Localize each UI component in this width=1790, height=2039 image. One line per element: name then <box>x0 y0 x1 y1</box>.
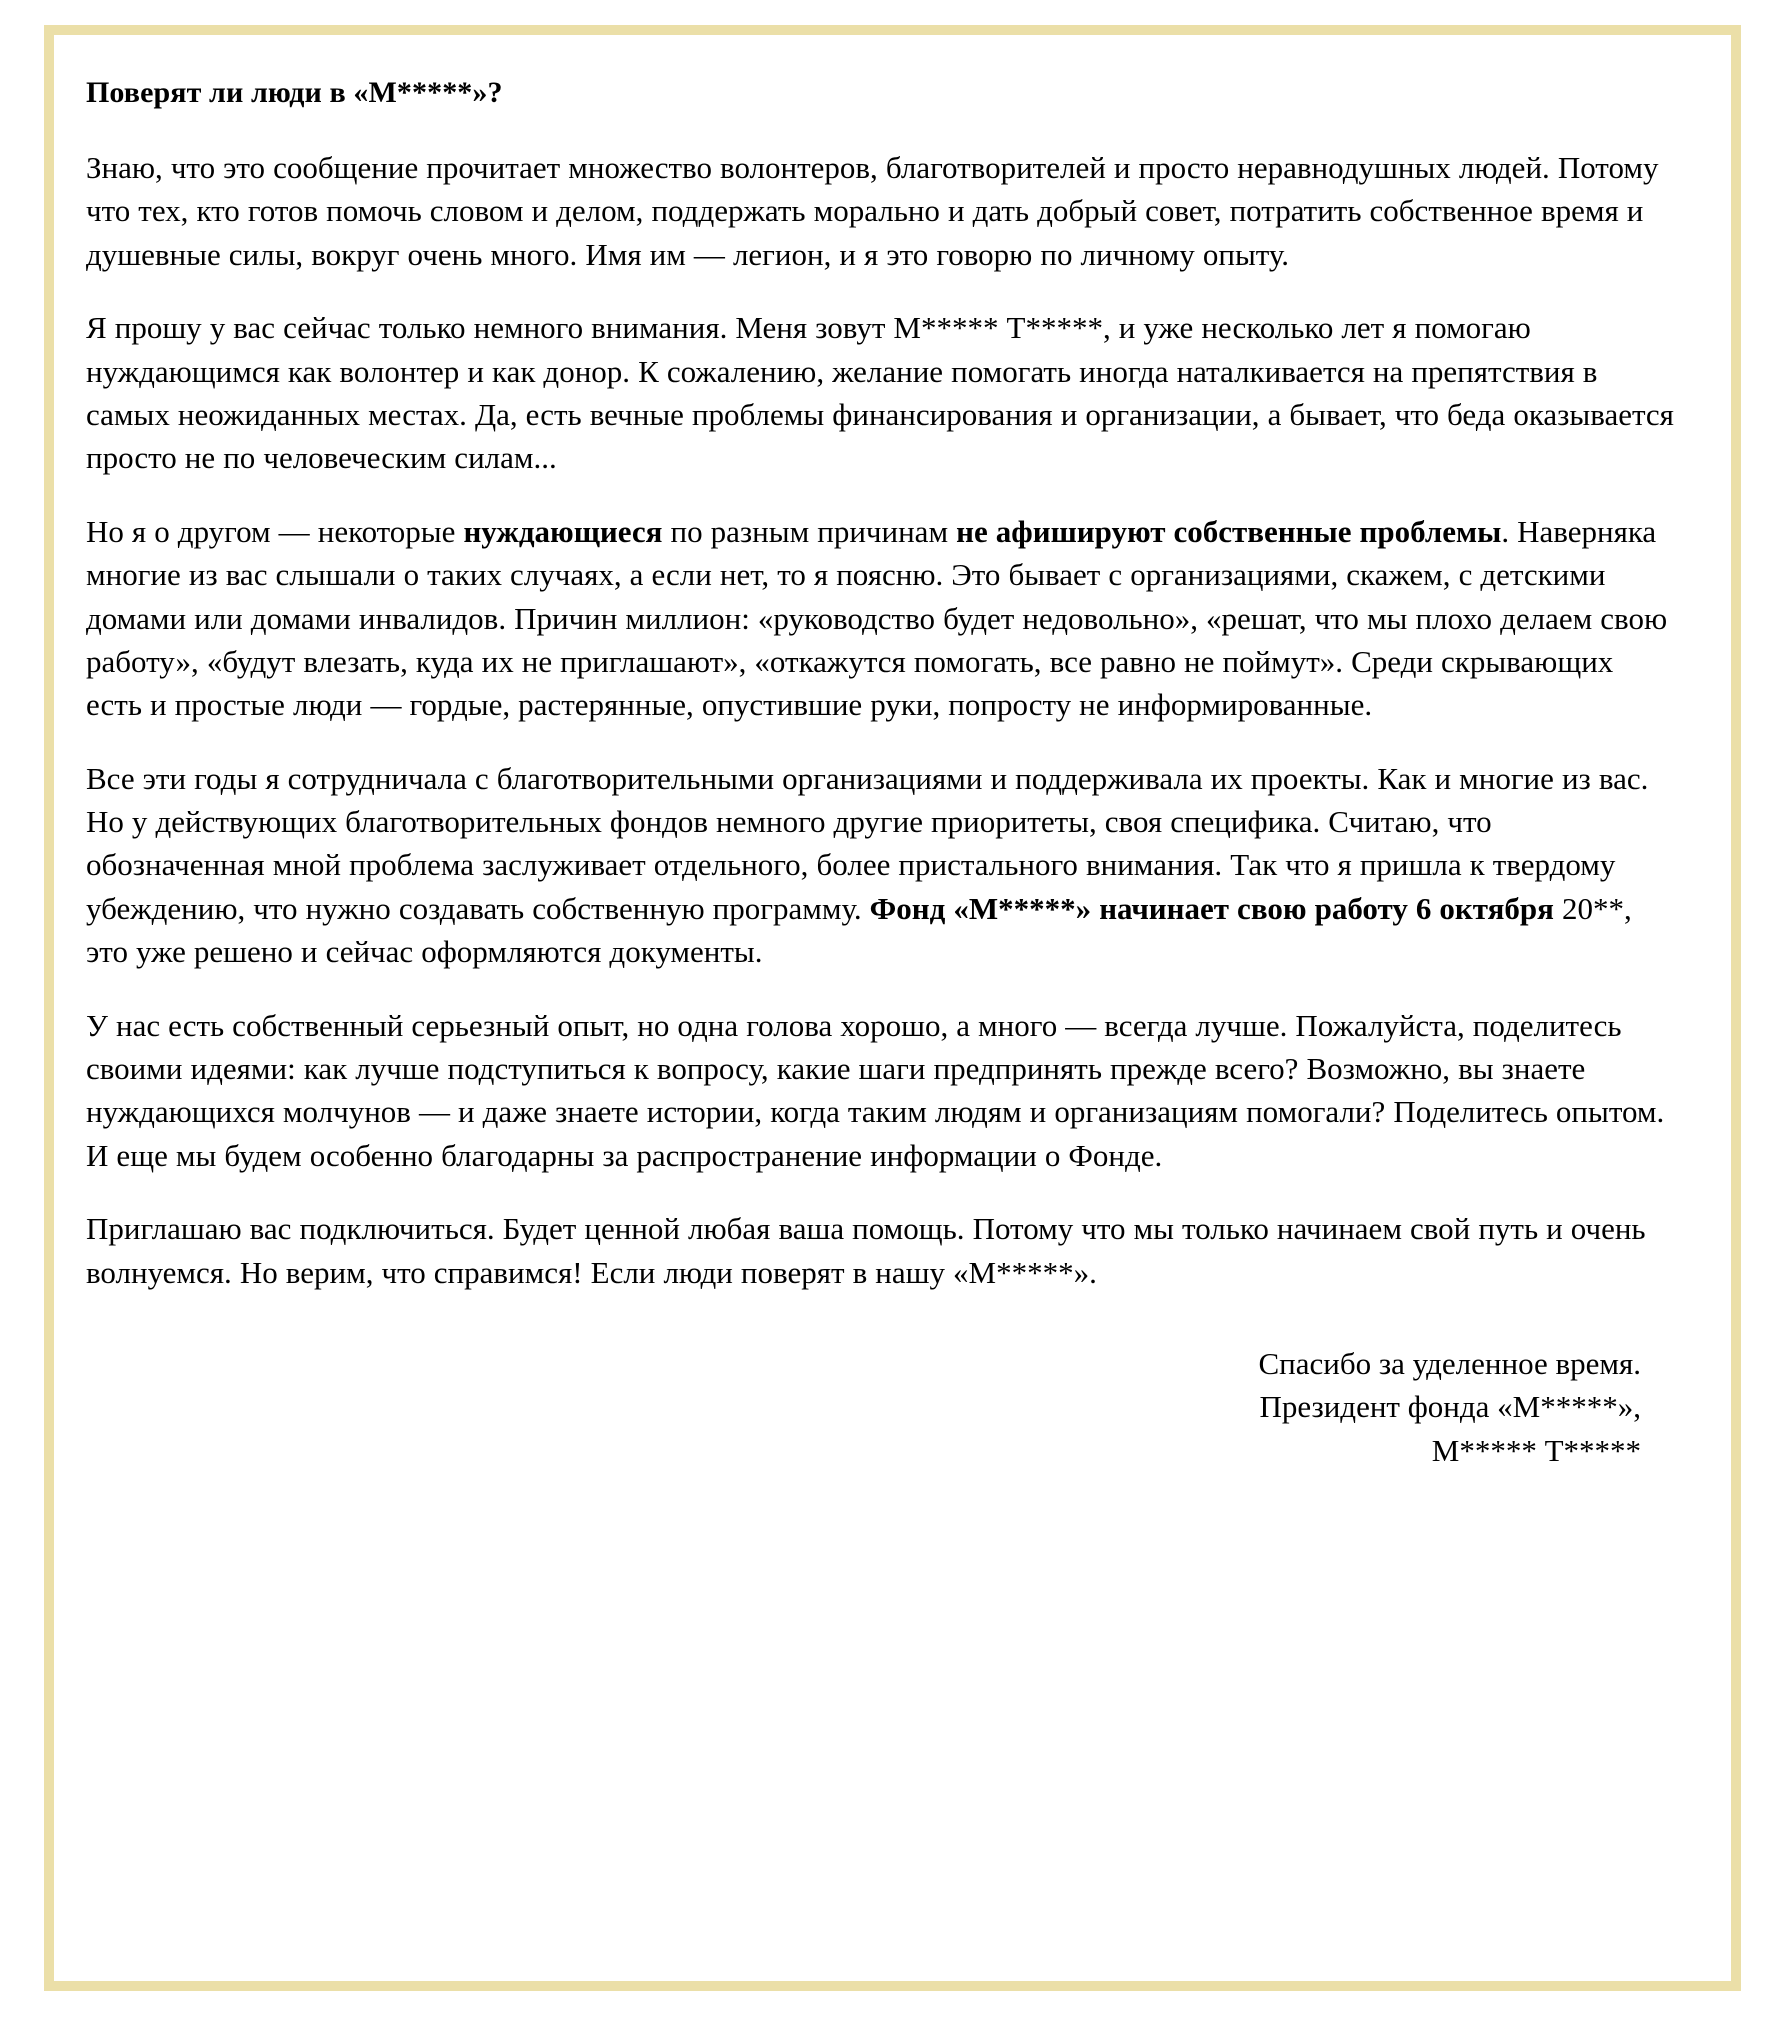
signature-block <box>86 1342 1675 1472</box>
signature-name: М***** Т***** <box>1431 1432 1641 1468</box>
paragraph-spacer <box>86 727 1675 757</box>
paragraph-spacer <box>86 276 1675 306</box>
paragraph-spacer <box>86 1177 1675 1207</box>
paragraph-6: Приглашаю вас подключиться. Будет ценной любая ваша помощь. Потому что мы только начинаем свой путь и очень волнуемся. Но верим, что справимся! Если люди поверят в нашу «М*****». <box>86 1211 1646 1290</box>
page-title: Поверят ли люди в «М*****»? <box>86 76 503 109</box>
paragraph-spacer <box>86 974 1675 1004</box>
emphasis-text: нуждающиеся <box>463 513 663 549</box>
paragraph-spacer <box>86 480 1675 510</box>
paragraph-1: Знаю, что это сообщение прочитает множество волонтеров, благотворителей и просто неравнодушных людей. Потому что тех, кто готов помочь словом и делом, поддержать морально и дать добрый совет, потратить собственное время и душевные силы, вокруг очень много. Имя им — легион, и я это говорю по личному опыту. <box>86 150 1659 272</box>
signature-thanks: Спасибо за уделенное время. <box>1258 1345 1641 1381</box>
paragraph-2: Я прошу у вас сейчас только немного внимания. Меня зовут М***** Т*****, и уже несколько лет я помогаю нуждающимся как волонтер и как донор. К сожалению, желание помогать иногда наталкивается на препятствия в самых неожиданных местах. Да, есть вечные проблемы финансирования и организации, а бывает, что беда оказывается просто не по человеческим силам... <box>86 310 1674 476</box>
document-page <box>44 25 1741 1991</box>
paragraph-5: У нас есть собственный серьезный опыт, но одна голова хорошо, а много — всегда лучше. Пожалуйста, поделитесь своими идеями: как лучше подступиться к вопросу, какие шаги предпринять прежде всего? Возможно, вы знаете нуждающихся молчунов — и даже знаете истории, когда таким людям и организациям помогали? Поделитесь опытом. И еще мы будем особенно благодарны за распространение информации о Фонде. <box>86 1007 1665 1173</box>
signature-role: Президент фонда «М*****», <box>1259 1389 1641 1425</box>
title-spacer <box>86 112 1675 146</box>
paragraph-3: Но я о другом — некоторые нуждающиеся по разным причинам не афишируют собственные проблемы. Наверняка многие из вас слышали о таких случаях, а если нет, то я поясню. Это бывает с организациями, скажем, с детскими домами или домами инвалидов. Причин миллион: «руководство будет недовольно», «решат, что мы плохо делаем свою работу», «будут влезать, куда их не приглашают», «откажутся помогать, все равно не поймут». Среди скрывающих есть и простые люди — гордые, растерянные, опустившие руки, попросту не информированные. <box>86 513 1668 723</box>
emphasis-text: Фонд «М*****» начинает свою работу 6 октября <box>869 890 1554 926</box>
emphasis-text: не афишируют собственные проблемы <box>956 513 1502 549</box>
document-content <box>54 35 1731 1472</box>
paragraph-4: Все эти годы я сотрудничала с благотворительными организациями и поддерживала их проекты. Как и многие из вас. Но у действующих благотворительных фондов немного другие приоритеты, своя специфика. Считаю, что обозначенная мной проблема заслуживает отдельного, более пристального внимания. Так что я пришла к твердому убеждению, что нужно создавать собственную программу. Фонд «М*****» начинает свою работу 6 октября 20**, это уже решено и сейчас оформляются документы. <box>86 760 1649 970</box>
